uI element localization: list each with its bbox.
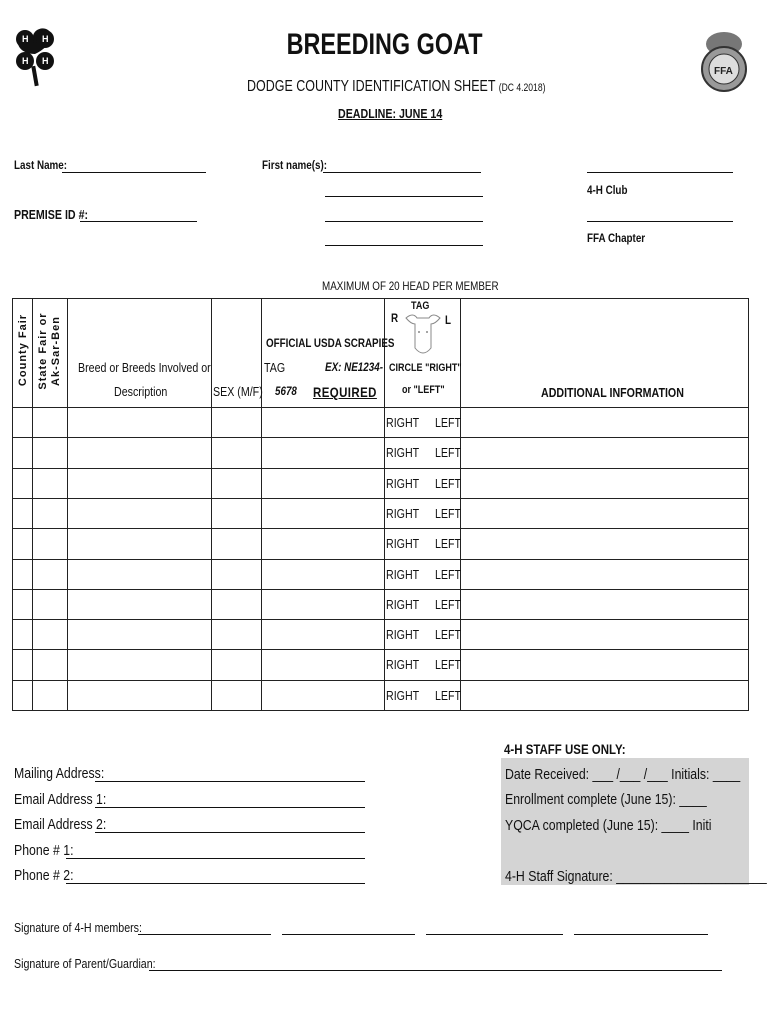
col-breed-line1: Breed or Breeds Involved or (78, 360, 211, 375)
first-names-label: First name(s): (262, 158, 328, 172)
mailing-field[interactable] (95, 781, 365, 782)
phone1-field[interactable] (66, 858, 365, 859)
ear-option-left[interactable]: LEFT (435, 536, 462, 552)
form-code: (DC 4.2018) (498, 82, 546, 94)
goat-head-icon (403, 310, 443, 360)
ear-option-right[interactable]: RIGHT (386, 627, 420, 643)
animal-table (12, 298, 749, 711)
table-caption: MAXIMUM OF 20 HEAD PER MEMBER (322, 279, 499, 293)
ear-option-left[interactable]: LEFT (435, 657, 462, 673)
col-tag-required: REQUIRED (313, 384, 377, 400)
email2-field[interactable] (95, 832, 365, 833)
table-row-divider (12, 528, 749, 529)
ffa-field[interactable] (587, 221, 733, 222)
first-name-field-2[interactable] (325, 196, 483, 197)
col-ear-line2: or "LEFT" (402, 384, 445, 396)
last-name-field[interactable] (62, 172, 206, 173)
staff-enrollment: Enrollment complete (June 15): ____ (505, 791, 707, 808)
first-name-field-1[interactable] (323, 172, 481, 173)
col-state-fair (37, 301, 63, 401)
club-label: 4-H Club (587, 183, 628, 197)
col-tag-line2b: EX: NE1234- (325, 360, 383, 374)
mailing-label: Mailing Address: (14, 765, 105, 782)
table-row-divider (12, 649, 749, 650)
parent-signature-field[interactable] (149, 970, 722, 971)
col-county-fair: County Fair (17, 313, 29, 387)
ear-option-right[interactable]: RIGHT (386, 415, 420, 430)
parent-signature-label: Signature of Parent/Guardian: (14, 956, 156, 971)
staff-heading: 4-H STAFF USE ONLY: (504, 741, 626, 757)
ear-right-label: R (391, 311, 399, 325)
premise-id-label: PREMISE ID #: (14, 207, 89, 222)
subtitle: DODGE COUNTY IDENTIFICATION SHEET (247, 78, 496, 95)
member-signature-field-4[interactable] (574, 934, 708, 935)
col-tag-line2a: TAG (264, 360, 286, 375)
ear-option-right[interactable]: RIGHT (386, 536, 420, 552)
ear-option-left[interactable]: LEFT (435, 445, 462, 461)
svg-text:FFA: FFA (714, 66, 733, 77)
ear-option-left[interactable]: LEFT (435, 475, 462, 491)
staff-yqca: YQCA completed (June 15): ____ Initi (505, 817, 712, 834)
email1-label: Email Address 1: (14, 791, 107, 808)
member-signature-field-1[interactable] (138, 934, 271, 935)
col-sex: SEX (M/F) (213, 384, 263, 399)
member-signature-label: Signature of 4-H members: (14, 920, 142, 935)
col-state-fair-line2: Ak-Sar-Ben (50, 316, 62, 386)
table-row-divider (12, 468, 749, 469)
svg-text:H: H (42, 34, 49, 44)
last-name-label: Last Name: (14, 158, 68, 172)
ear-tag-label: TAG (411, 300, 430, 312)
ear-option-right[interactable]: RIGHT (386, 687, 420, 703)
col-ear-line1: CIRCLE "RIGHT" (389, 362, 462, 374)
col-tag-line1: OFFICIAL USDA SCRAPIES (266, 336, 395, 350)
table-row-divider (12, 619, 749, 620)
email2-label: Email Address 2: (14, 816, 107, 833)
ear-option-right[interactable]: RIGHT (386, 566, 420, 582)
ear-option-right[interactable]: RIGHT (386, 505, 420, 521)
phone2-label: Phone # 2: (14, 867, 74, 884)
table-row-divider (12, 559, 749, 560)
ear-option-right[interactable]: RIGHT (386, 596, 420, 612)
phone1-label: Phone # 1: (14, 842, 74, 859)
svg-text:H: H (42, 56, 49, 66)
col-tag-line3a: 5678 (275, 384, 297, 398)
col-additional-info: ADDITIONAL INFORMATION (541, 385, 684, 400)
ear-option-left[interactable]: LEFT (435, 687, 462, 703)
table-row-divider (12, 437, 749, 438)
ear-option-left[interactable]: LEFT (435, 415, 462, 430)
premise-id-field[interactable] (80, 221, 197, 222)
table-row-divider (12, 589, 749, 590)
page-title: BREEDING GOAT (287, 28, 483, 61)
email1-field[interactable] (95, 807, 365, 808)
member-signature-field-3[interactable] (426, 934, 563, 935)
deadline: DEADLINE: JUNE 14 (338, 106, 443, 121)
phone2-field[interactable] (66, 883, 365, 884)
ear-option-right[interactable]: RIGHT (386, 475, 420, 491)
table-row-divider (12, 498, 749, 499)
ear-option-right[interactable]: RIGHT (386, 657, 420, 673)
staff-use-box (501, 758, 767, 885)
col-state-fair-line1: State Fair or (37, 312, 49, 390)
ear-option-left[interactable]: LEFT (435, 505, 462, 521)
ear-option-left[interactable]: LEFT (435, 596, 462, 612)
svg-text:H: H (22, 34, 29, 44)
table-row-divider (12, 680, 749, 681)
ear-option-right[interactable]: RIGHT (386, 445, 420, 461)
col-breed-line2: Description (114, 384, 168, 399)
staff-signature: 4-H Staff Signature: ______________________ (505, 868, 767, 885)
ear-left-label: L (445, 313, 452, 327)
club-field[interactable] (587, 172, 733, 173)
first-name-field-4[interactable] (325, 245, 483, 246)
ear-option-left[interactable]: LEFT (435, 566, 462, 582)
member-signature-field-2[interactable] (282, 934, 415, 935)
ffa-label: FFA Chapter (587, 231, 646, 245)
ear-option-left[interactable]: LEFT (435, 627, 462, 643)
staff-date-received: Date Received: ___ /___ /___ Initials: ____ (505, 766, 741, 783)
svg-text:H: H (22, 56, 29, 66)
first-name-field-3[interactable] (325, 221, 483, 222)
